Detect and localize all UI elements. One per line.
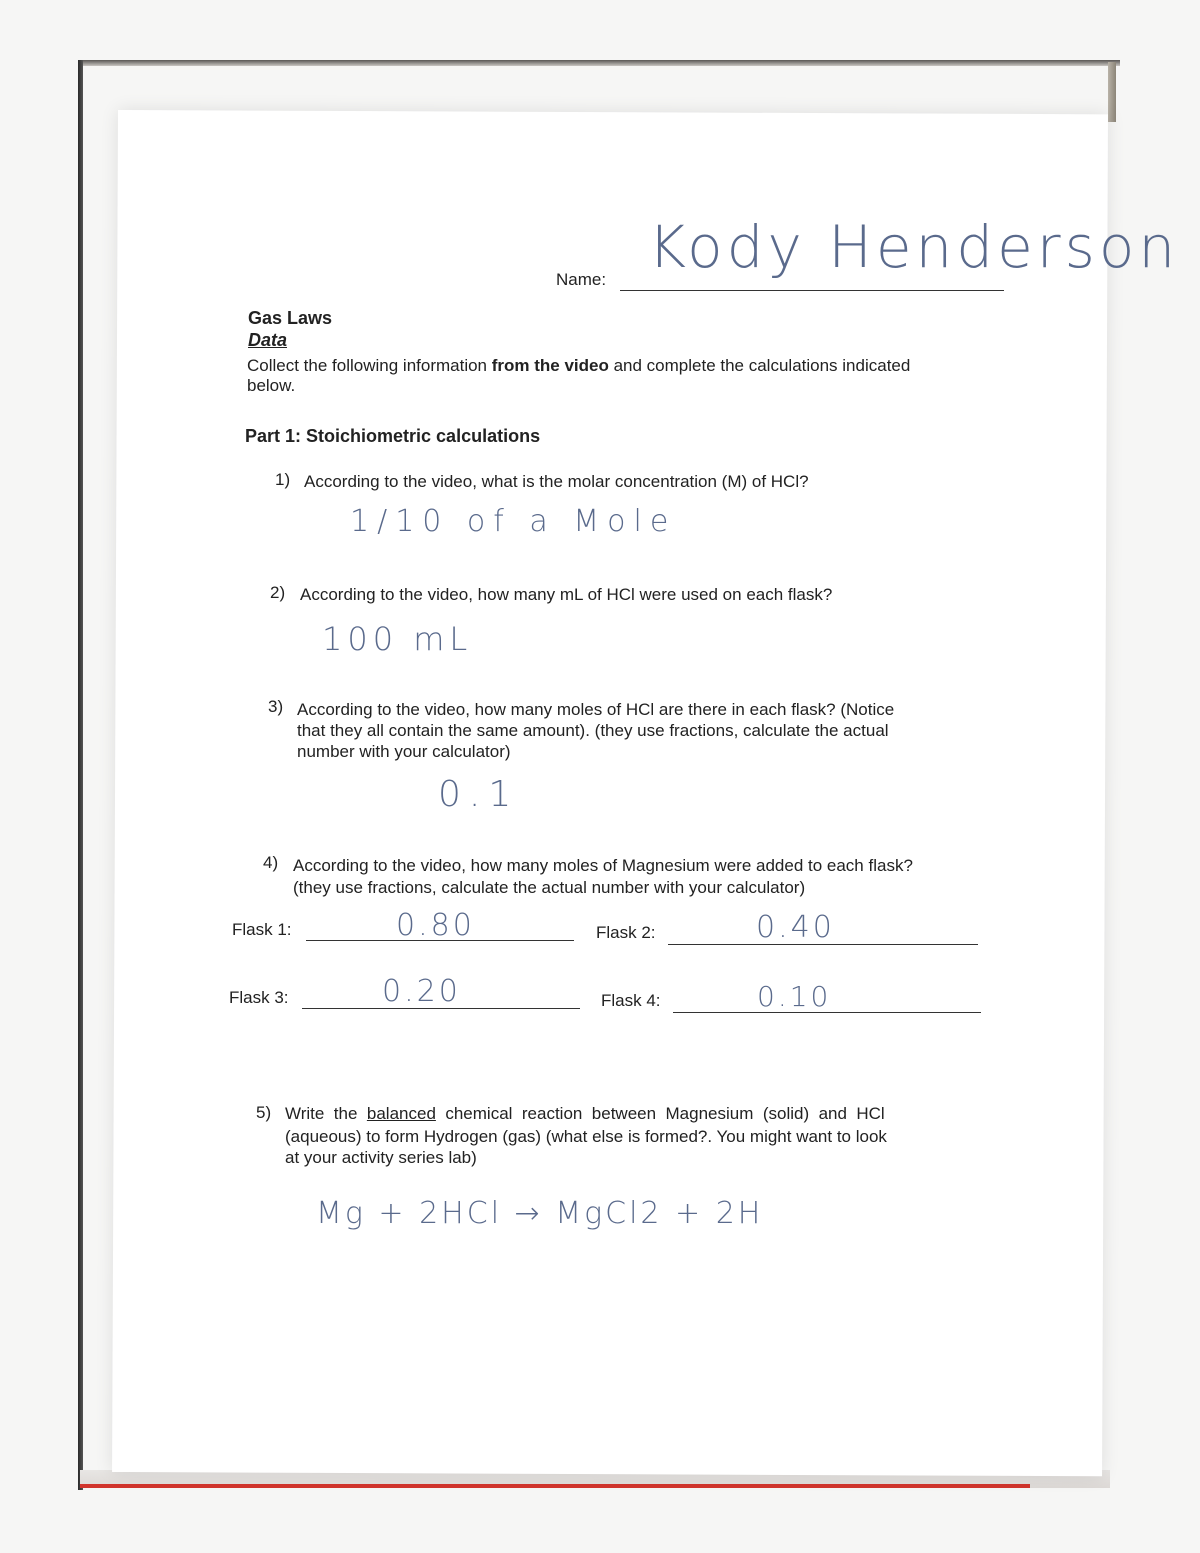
q4-line-2: (they use fractions, calculate the actual number with your calculator) [293,878,806,897]
paper-top-edge [80,60,1120,66]
flask-3-answer-handwritten: 0.20 [382,974,461,1009]
q1-answer-handwritten: 1/10 of a Mole [350,504,677,539]
q3-number: 3) [268,697,284,716]
q1-number: 1) [275,470,291,489]
q4-line-1: According to the video, how many moles of Magnesium were added to each flask? [293,856,913,875]
part1-heading: Part 1: Stoichiometric calculations [245,426,541,446]
q3-line-3: number with your calculator) [297,742,511,761]
intro-line-1: Collect the following information from the video and complete the calculations indicated [247,356,911,375]
q2-number: 2) [270,583,286,602]
q2-answer-handwritten: 100 mL [322,620,473,658]
flask-4-answer-handwritten: 0.10 [757,980,832,1013]
document-title: Gas Laws [248,308,333,328]
name-label: Name: [556,270,607,289]
flask-3-label: Flask 3: [229,988,289,1007]
q3-line-2: that they all contain the same amount). (they use fractions, calculate the actual [297,721,889,740]
flask-1-label: Flask 1: [232,920,292,939]
q5-number: 5) [256,1103,272,1122]
q3-answer-handwritten: 0.1 [438,774,520,815]
q3-line-1: According to the video, how many moles of HCl are there in each flask? (Notice [297,700,895,719]
flask-2-answer-handwritten: 0.40 [756,910,835,945]
q1-text: According to the video, what is the molar concentration (M) of HCl? [304,472,809,491]
flask-1-answer-handwritten: 0.80 [396,908,475,943]
q2-text: According to the video, how many mL of HCl were used on each flask? [300,585,833,604]
red-border-strip [80,1484,1030,1488]
q5-answer-handwritten: Mg + 2HCl → MgCl2 + 2H [316,1196,764,1231]
paper-right-edge [1108,62,1116,122]
name-underline [620,290,1004,291]
flask-2-label: Flask 2: [596,923,656,942]
q4-number: 4) [263,853,279,872]
q5-line-1: Write the balanced chemical reaction between Magnesium (solid) and HCl [285,1104,885,1123]
q5-line-3: at your activity series lab) [285,1148,477,1167]
name-handwritten: Kody Henderson [648,213,1180,281]
intro-line-2: below. [247,376,296,395]
q5-line-2: (aqueous) to form Hydrogen (gas) (what else is formed?. You might want to look [285,1127,887,1146]
paper-left-edge [78,60,83,1490]
flask-4-label: Flask 4: [601,991,661,1010]
section-data-title: Data [248,330,288,350]
